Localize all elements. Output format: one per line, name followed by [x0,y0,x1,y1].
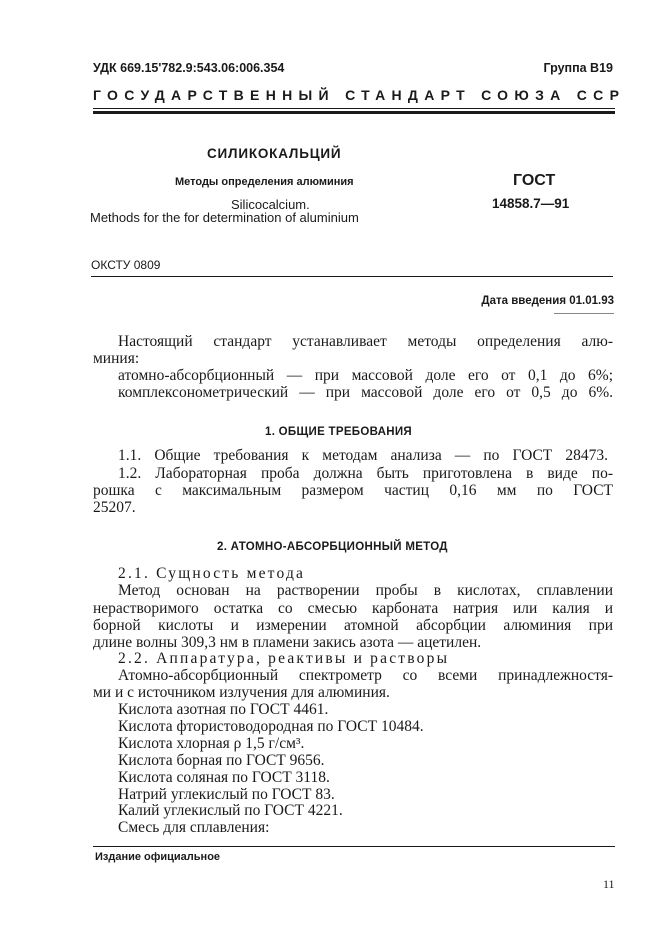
clause-2-1: Метод основан на растворении пробы в кислотах, сплавлении [118,582,613,599]
reagent-item: Кислота борная по ГОСТ 9656. [118,752,325,769]
reagent-item: Смесь для сплавления: [118,819,270,836]
clause-2-1: длине волны 309,3 нм в пламени закись азота — ацетилен. [93,634,482,651]
clause-2-1: борной кислоты и измерении атомной абсорбции алюминия при [93,617,613,634]
okstu-code: ОКСТУ 0809 [91,258,161,272]
edition-note: Издание официальное [95,851,221,863]
date-underline [554,313,614,314]
clause-2-2: ми и с источником излучения для алюминия. [93,684,390,701]
okstu-rule [91,276,613,277]
method-item: комплексонометрический — при массовой доле его от 0,5 до 6%. [118,384,613,401]
method-item: атомно-абсорбционный — при массовой доле его от 0,1 до 6%; [118,367,613,384]
intro-line: миния: [93,350,140,367]
reagent-item: Кислота фтористоводородная по ГОСТ 10484. [118,718,424,735]
group-code: Группа В19 [543,61,613,75]
document-title: СИЛИКОКАЛЬЦИЙ [207,146,342,161]
section-heading-2: 2. АТОМНО-АБСОРБЦИОННЫЙ МЕТОД [217,541,448,553]
gost-number: 14858.7—91 [492,196,570,211]
introduction-date: Дата введения 01.01.93 [481,295,614,307]
english-title-line2: Methods for the for determination of aluminium [90,210,359,225]
clause-2-1-title: 2.1. Сущность метода [118,565,306,582]
page-number: 11 [603,877,615,891]
udk-code: УДК 669.15'782.9:543.06:006.354 [93,61,285,75]
reagent-item: Натрий углекислый по ГОСТ 83. [118,786,335,803]
reagent-item: Кислота хлорная ρ 1,5 г/см³. [118,735,305,752]
clause-2-2-title: 2.2. Аппаратура, реактивы и растворы [118,650,450,667]
clause-2-1: нерастворимого остатка со смесью карбоната натрия или калия и [93,600,613,617]
clause-2-2: Атомно-абсорбционный спектрометр со всеми принадлежностя- [118,667,613,684]
header-rule-thick [93,111,615,114]
reagent-item: Кислота азотная по ГОСТ 4461. [118,701,329,718]
clause-1-1: 1.1. Общие требования к методам анализа — по ГОСТ 28473. [118,447,608,464]
clause-1-2: 25207. [93,499,136,516]
clause-1-2: рошка с максимальным размером частиц 0,16 мм по ГОСТ [93,482,613,499]
intro-line: Настоящий стандарт устанавливает методы определения алю- [118,333,613,350]
state-standard-banner: ГОСУДАРСТВЕННЫЙ СТАНДАРТ СОЮЗА ССР [93,87,626,103]
header-rule-thin [93,108,615,109]
reagent-item: Калий углекислый по ГОСТ 4221. [118,802,343,819]
gost-label: ГОСТ [513,172,556,189]
reagent-item: Кислота соляная по ГОСТ 3118. [118,769,330,786]
document-subtitle: Методы определения алюминия [175,176,354,188]
section-heading-1: 1. ОБЩИЕ ТРЕБОВАНИЯ [265,426,412,438]
footer-rule [93,846,615,847]
english-title-line1: Silicocalcium. [231,197,310,212]
clause-1-2: 1.2. Лабораторная проба должна быть приготовлена в виде по- [118,465,613,482]
